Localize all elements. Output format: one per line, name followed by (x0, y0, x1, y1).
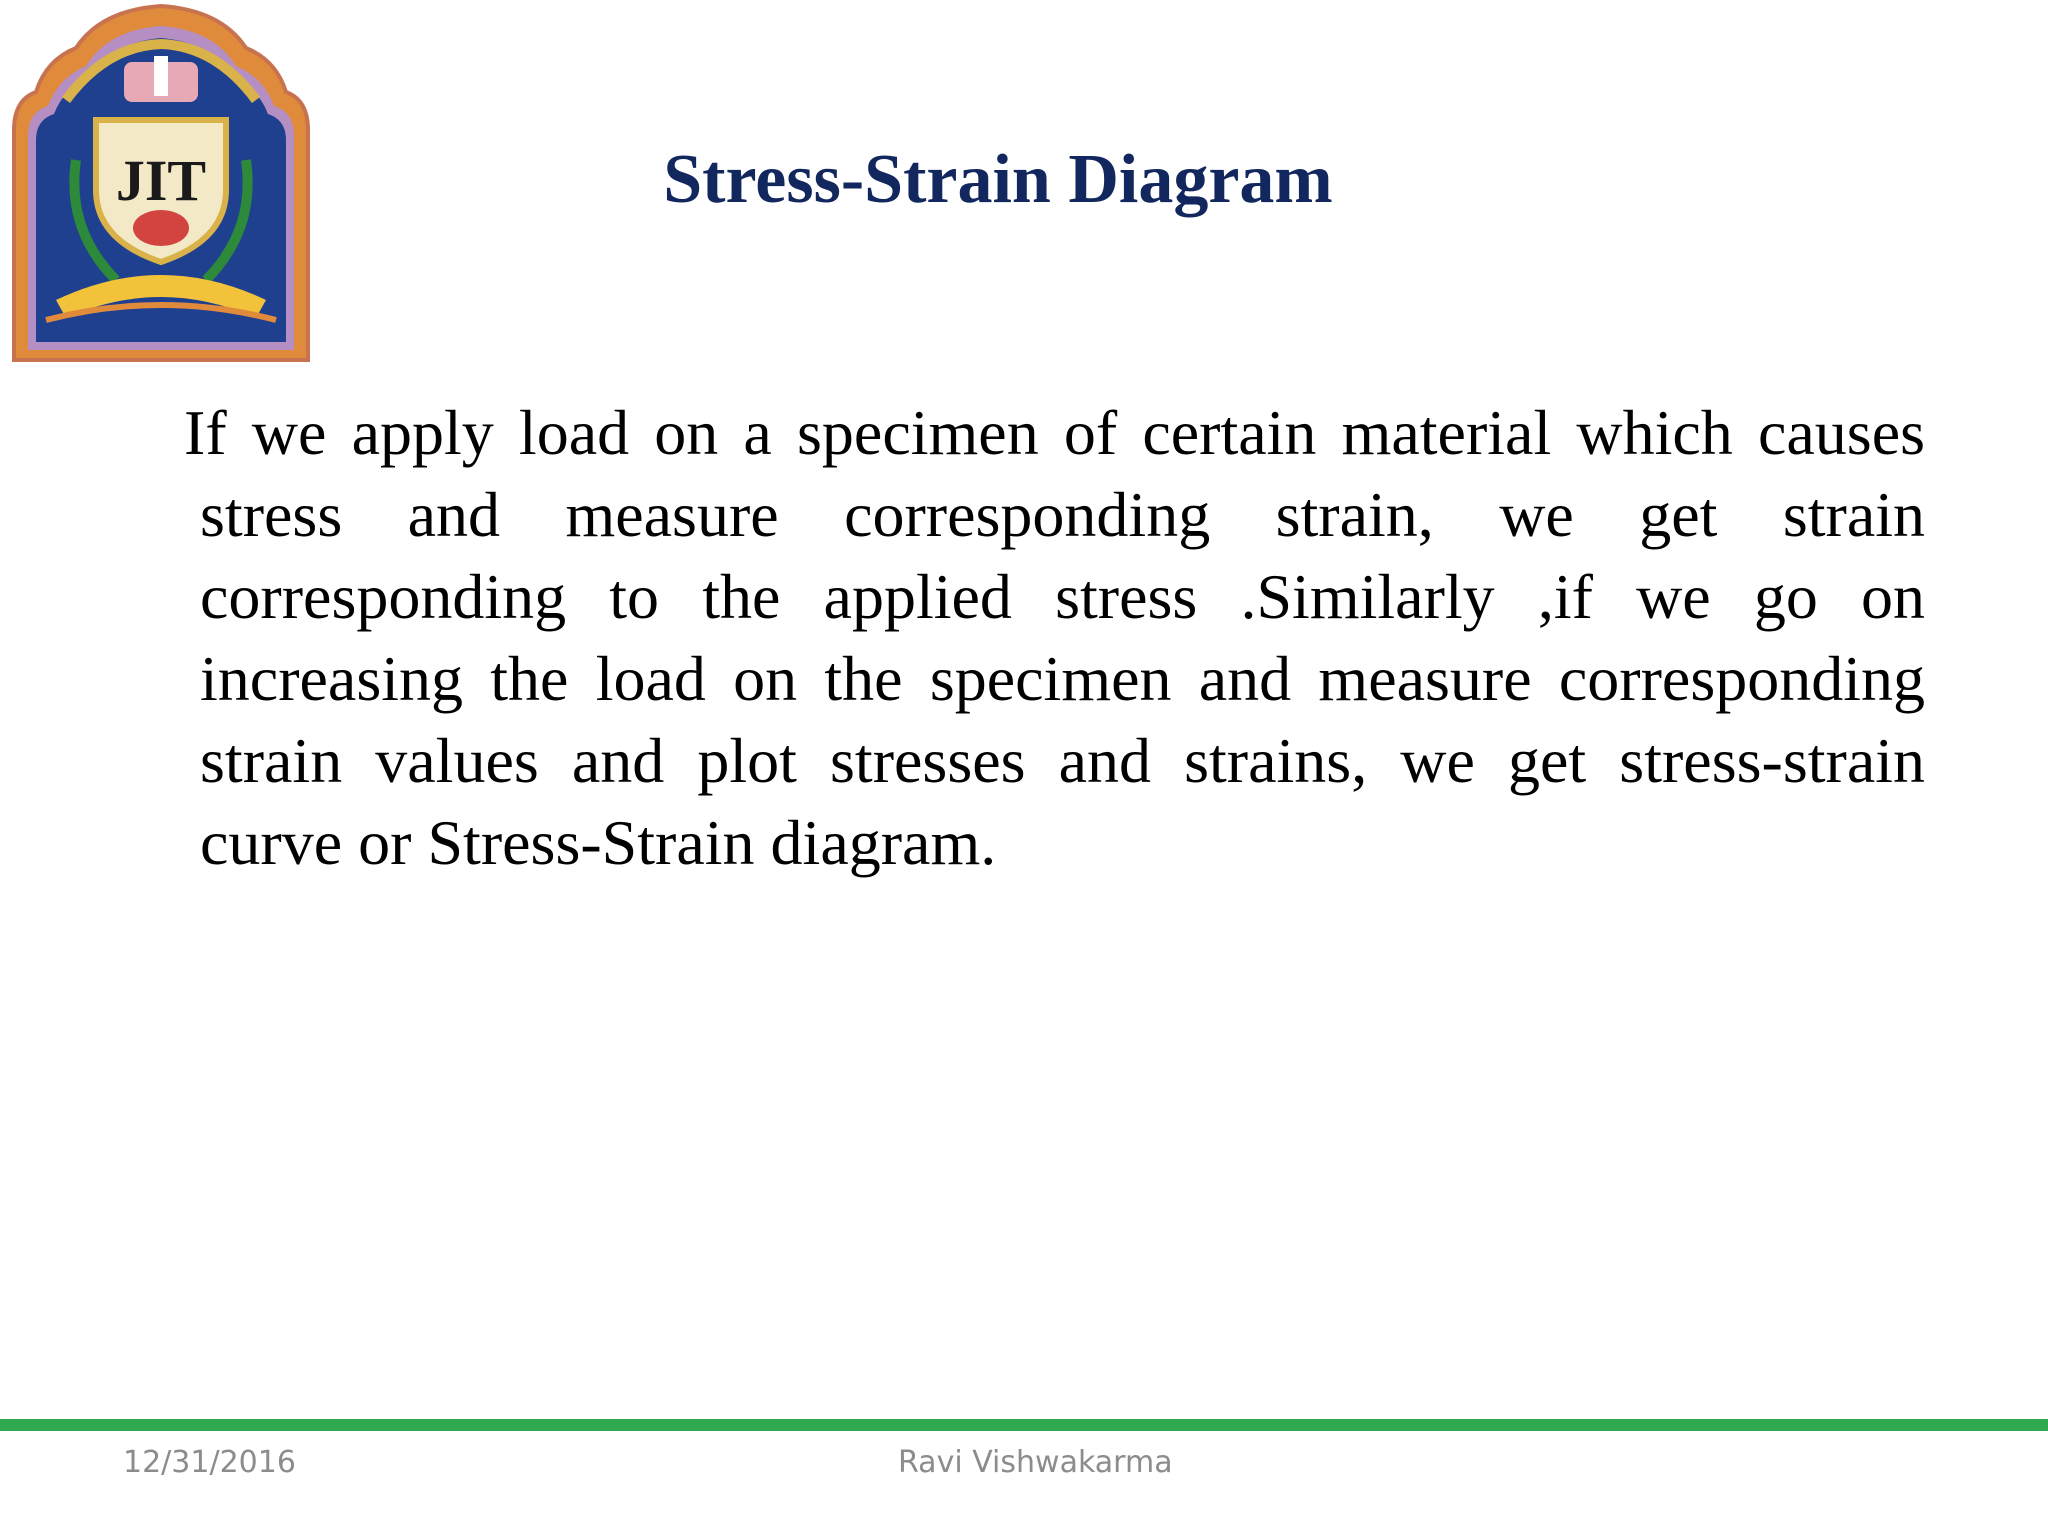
slide-body-paragraph: If we apply load on a specimen of certain material which causes stress and measure corresponding strain, we get strain corresponding to the applied stress .Similarly ,if we go on increasing the load on the specimen and measure corresponding strain values and plot stresses and strains, we get stress-strain curve or Stress-Strain diagram. (184, 397, 1925, 878)
slide-title (0, 140, 2048, 220)
footer-author: Ravi Vishwakarma (898, 1445, 1173, 1480)
footer-divider (0, 1419, 2048, 1431)
footer-date: 12/31/2016 (123, 1445, 296, 1480)
slide-title-text: Stress-Strain Diagram (663, 141, 1333, 218)
svg-text:JIT: JIT (115, 148, 207, 213)
